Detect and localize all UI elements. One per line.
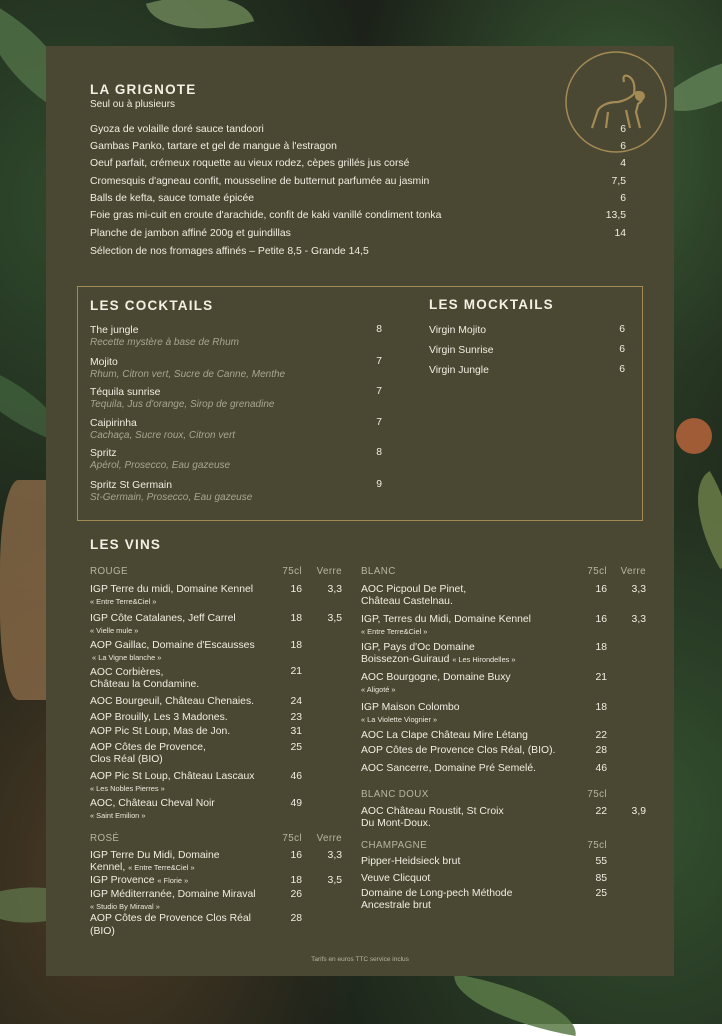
list-item-line2: (BIO) bbox=[90, 926, 115, 937]
item-note: « Studio By Miraval » bbox=[90, 902, 160, 911]
item-price: 6 bbox=[620, 193, 626, 204]
item-note: « Vielle mule » bbox=[90, 626, 139, 635]
monkey-logo-icon bbox=[564, 50, 668, 154]
list-item-line2: Clos Réal (BIO) bbox=[90, 754, 163, 765]
list-item: Spritz bbox=[90, 448, 117, 459]
list-item: AOC Château Roustit, St Croix bbox=[361, 806, 504, 817]
item-price: 6 bbox=[619, 344, 625, 355]
list-item: IGP, Terres du Midi, Domaine Kennel bbox=[361, 614, 531, 625]
list-item: IGP Côte Catalanes, Jeff Carrel bbox=[90, 613, 236, 624]
item-price-75cl: 16 bbox=[290, 850, 302, 861]
list-item: AOC Sancerre, Domaine Pré Semelé. bbox=[361, 763, 536, 774]
mocktails-title: LES MOCKTAILS bbox=[429, 297, 554, 312]
item-note: « Entre Terre&Ciel » bbox=[128, 863, 195, 872]
item-price-75cl: 24 bbox=[290, 696, 302, 707]
list-item: AOC Bourgeuil, Château Chenaies. bbox=[90, 696, 255, 707]
list-item-line2 bbox=[361, 654, 516, 666]
list-item: AOP Côtes de Provence Clos Réal bbox=[90, 913, 251, 924]
list-item: Oeuf parfait, crémeux roquette au vieux rodez, cèpes grillés jus corsé bbox=[90, 158, 410, 169]
item-price: 6 bbox=[619, 324, 625, 335]
list-item: Gambas Panko, tartare et gel de mangue à l'estragon bbox=[90, 141, 337, 152]
list-item: IGP Terre du midi, Domaine Kennel bbox=[90, 584, 254, 595]
item-price-75cl: 28 bbox=[290, 913, 302, 924]
col-75cl-header: 75cl bbox=[587, 566, 607, 577]
item-price: 9 bbox=[376, 479, 382, 490]
col-75cl-header: 75cl bbox=[587, 789, 607, 800]
item-price-verre: 3,3 bbox=[327, 850, 342, 861]
item-price: 6 bbox=[620, 141, 626, 152]
item-price-verre: 3,9 bbox=[631, 806, 646, 817]
list-item: Balls de kefta, sauce tomate épicée bbox=[90, 193, 255, 204]
item-description: Recette mystère à base de Rhum bbox=[90, 337, 239, 348]
item-price-75cl: 18 bbox=[290, 613, 302, 624]
col-verre-header: Verre bbox=[316, 566, 342, 577]
list-item: AOP Pic St Loup, Château Lascaux bbox=[90, 771, 255, 782]
item-note: « Entre Terre&Ciel » bbox=[90, 597, 157, 606]
leaf-decoration bbox=[675, 471, 722, 569]
item-price: 8 bbox=[376, 324, 382, 335]
item-description: Rhum, Citron vert, Sucre de Canne, Menthe bbox=[90, 369, 286, 380]
item-price-75cl: 16 bbox=[290, 584, 302, 595]
grignote-subtitle: Seul ou à plusieurs bbox=[90, 99, 176, 110]
item-price: 7 bbox=[376, 386, 382, 397]
item-note: « Les Nobles Pierres » bbox=[90, 784, 165, 793]
rouge-header: ROUGE bbox=[90, 566, 128, 577]
item-price-75cl: 18 bbox=[290, 875, 302, 886]
item-price-75cl: 46 bbox=[595, 763, 607, 774]
menu-panel bbox=[46, 46, 674, 976]
item-note: « Florie » bbox=[157, 876, 189, 885]
champagne-header: CHAMPAGNE bbox=[361, 840, 428, 851]
list-item-line2: Du Mont-Doux. bbox=[361, 818, 431, 829]
list-item: Virgin Mojito bbox=[429, 325, 486, 336]
item-price-verre: 3,5 bbox=[327, 875, 342, 886]
item-description: Cachaça, Sucre roux, Citron vert bbox=[90, 430, 236, 441]
item-price-75cl: 16 bbox=[595, 584, 607, 595]
list-item: Planche de jambon affiné 200g et guindillas bbox=[90, 228, 291, 239]
item-price-verre: 3,3 bbox=[631, 584, 646, 595]
item-price: 4 bbox=[620, 158, 626, 169]
list-item: IGP Maison Colombo bbox=[361, 702, 460, 713]
list-item: AOC Corbières, bbox=[90, 667, 164, 678]
item-price-75cl: 55 bbox=[595, 856, 607, 867]
item-price-75cl: 31 bbox=[290, 726, 302, 737]
item-price-75cl: 18 bbox=[595, 702, 607, 713]
item-price: 8 bbox=[376, 447, 382, 458]
list-item: AOP Brouilly, Les 3 Madones. bbox=[90, 712, 228, 723]
item-price-75cl: 26 bbox=[290, 889, 302, 900]
list-item: Cromesquis d'agneau confit, mousseline de butternut parfumée au jasmin bbox=[90, 176, 430, 187]
item-note: « Les Hirondelles » bbox=[452, 655, 516, 664]
list-item: Veuve Clicquot bbox=[361, 873, 431, 884]
item-price: 6 bbox=[619, 364, 625, 375]
list-item: Domaine de Long-pech Méthode bbox=[361, 888, 513, 899]
item-price-verre: 3,5 bbox=[327, 613, 342, 624]
list-item-line2: Ancestrale brut bbox=[361, 900, 431, 911]
list-item: AOP Pic St Loup, Mas de Jon. bbox=[90, 726, 231, 737]
list-item: AOC La Clape Château Mire Létang bbox=[361, 730, 528, 741]
list-item: IGP, Pays d'Oc Domaine bbox=[361, 642, 475, 653]
col-verre-header: Verre bbox=[620, 566, 646, 577]
item-note: « La Vigne blanche » bbox=[90, 653, 162, 662]
col-75cl-header: 75cl bbox=[282, 833, 302, 844]
col-verre-header: Verre bbox=[316, 833, 342, 844]
item-price-75cl: 46 bbox=[290, 771, 302, 782]
item-price: 13,5 bbox=[605, 210, 626, 221]
item-price-75cl: 18 bbox=[290, 640, 302, 651]
list-item: Mojito bbox=[90, 357, 118, 368]
line2-text: Kennel, bbox=[90, 862, 126, 873]
item-note: « La Violette Viognier » bbox=[361, 715, 438, 724]
list-item: AOC Bourgogne, Domaine Buxy bbox=[361, 672, 511, 683]
list-item: The jungle bbox=[90, 325, 139, 336]
blanc-doux-header: BLANC DOUX bbox=[361, 789, 429, 800]
list-item: AOP Côtes de Provence, bbox=[90, 742, 206, 753]
list-item: Foie gras mi-cuit en croute d'arachide, confit de kaki vanillé condiment tonka bbox=[90, 210, 442, 221]
list-item: IGP Terre Du Midi, Domaine bbox=[90, 850, 220, 861]
blanc-header: BLANC bbox=[361, 566, 396, 577]
list-item: AOC, Château Cheval Noir bbox=[90, 798, 215, 809]
line2-text: Boissezon-Guiraud bbox=[361, 654, 450, 665]
list-item bbox=[90, 875, 188, 887]
item-note: « Entre Terre&Ciel » bbox=[361, 627, 428, 636]
list-item: Gyoza de volaille doré sauce tandoori bbox=[90, 124, 264, 135]
col-75cl-header: 75cl bbox=[587, 840, 607, 851]
item-price-75cl: 85 bbox=[595, 873, 607, 884]
item-price-75cl: 22 bbox=[595, 806, 607, 817]
item-description: St-Germain, Prosecco, Eau gazeuse bbox=[90, 492, 253, 503]
item-price: 7 bbox=[376, 417, 382, 428]
list-item-line2 bbox=[90, 862, 195, 874]
item-price: 7 bbox=[376, 356, 382, 367]
item-note: « Aligoté » bbox=[361, 685, 396, 694]
bird-illustration bbox=[676, 418, 712, 454]
list-item-line2: Château Castelnau. bbox=[361, 596, 453, 607]
leaf-decoration bbox=[146, 0, 254, 47]
item-price-75cl: 22 bbox=[595, 730, 607, 741]
cocktails-title: LES COCKTAILS bbox=[90, 298, 214, 313]
item-price: 14 bbox=[614, 228, 626, 239]
item-price-verre: 3,3 bbox=[631, 614, 646, 625]
item-price-75cl: 21 bbox=[290, 666, 302, 677]
monkey-illustration bbox=[0, 480, 46, 700]
item-price-75cl: 25 bbox=[290, 742, 302, 753]
list-item-line2: Château la Condamine. bbox=[90, 679, 200, 690]
list-item: AOP Gaillac, Domaine d'Escausses bbox=[90, 640, 255, 651]
footer-note: Tarifs en euros TTC service inclus bbox=[311, 956, 409, 963]
item-price-verre: 3,3 bbox=[327, 584, 342, 595]
item-price-75cl: 23 bbox=[290, 712, 302, 723]
grignote-title: LA GRIGNOTE bbox=[90, 82, 197, 97]
vins-title: LES VINS bbox=[90, 537, 162, 552]
list-item: Virgin Jungle bbox=[429, 365, 489, 376]
list-item: Sélection de nos fromages affinés – Petite 8,5 - Grande 14,5 bbox=[90, 246, 369, 257]
item-description: Apérol, Prosecco, Eau gazeuse bbox=[90, 460, 231, 471]
col-75cl-header: 75cl bbox=[282, 566, 302, 577]
rose-header: ROSÉ bbox=[90, 833, 120, 844]
item-description: Tequila, Jus d'orange, Sirop de grenadine bbox=[90, 399, 275, 410]
item-price-75cl: 21 bbox=[595, 672, 607, 683]
item-price-75cl: 28 bbox=[595, 745, 607, 756]
list-item: AOP Côtes de Provence Clos Réal, (BIO). bbox=[361, 745, 556, 756]
item-price-75cl: 16 bbox=[595, 614, 607, 625]
line1-text: IGP Provence bbox=[90, 875, 155, 886]
list-item: Téquila sunrise bbox=[90, 387, 161, 398]
list-item: Spritz St Germain bbox=[90, 480, 172, 491]
leaf-decoration bbox=[448, 974, 583, 1036]
list-item: IGP Méditerranée, Domaine Miraval bbox=[90, 889, 256, 900]
list-item: AOC Picpoul De Pinet, bbox=[361, 584, 467, 595]
item-price: 6 bbox=[620, 124, 626, 135]
item-price: 7,5 bbox=[611, 176, 626, 187]
item-note: « Saint Emilion » bbox=[90, 811, 146, 820]
item-price-75cl: 49 bbox=[290, 798, 302, 809]
list-item: Pipper-Heidsieck brut bbox=[361, 856, 461, 867]
list-item: Caipirinha bbox=[90, 418, 137, 429]
item-price-75cl: 25 bbox=[595, 888, 607, 899]
list-item: Virgin Sunrise bbox=[429, 345, 494, 356]
item-price-75cl: 18 bbox=[595, 642, 607, 653]
